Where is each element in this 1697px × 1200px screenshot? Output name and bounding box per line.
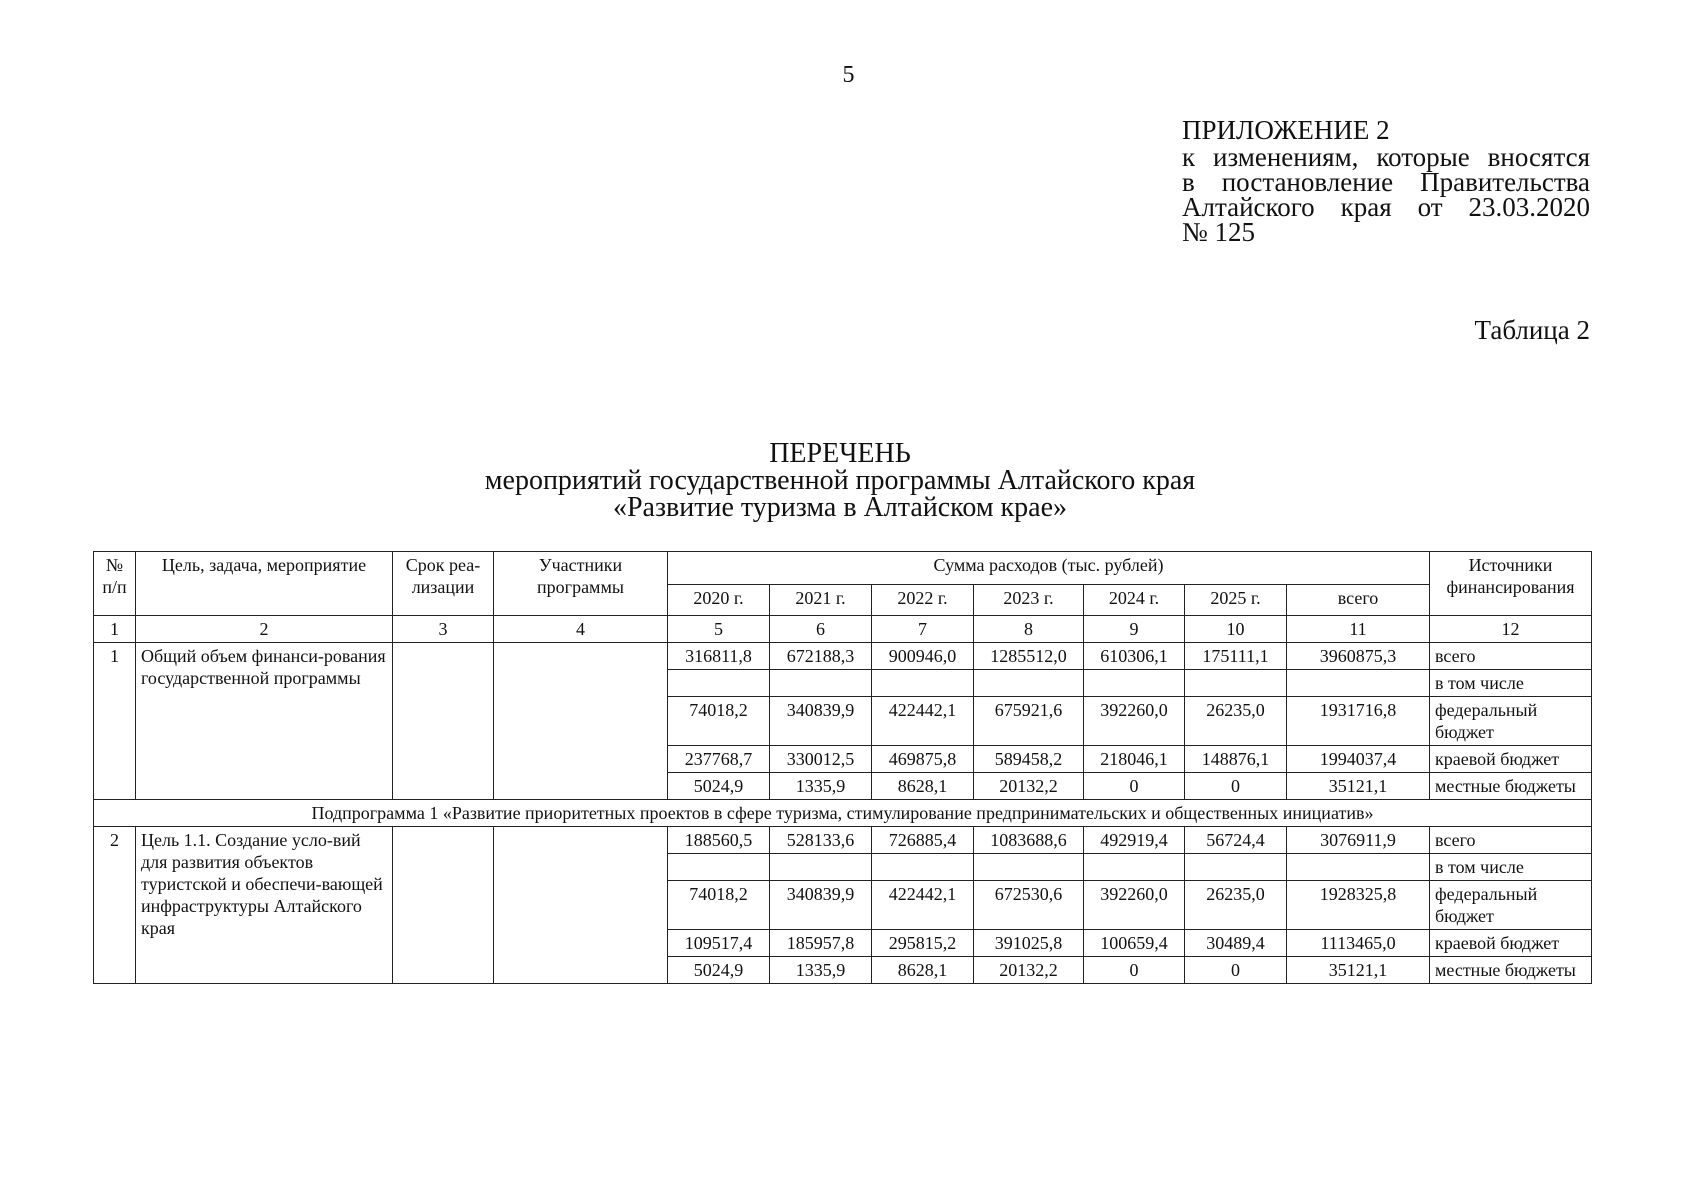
table-label: Таблица 2 [1474,315,1590,345]
subprogram-title: Подпрограмма 1 «Развитие приоритетных проектов в сфере туризма, стимулирование предпринимательских и общественных инициатив» [94,800,1592,827]
header-year: 2024 г. [1084,585,1185,616]
header-year: 2025 г. [1185,585,1287,616]
header-expenses: Сумма расходов (тыс. рублей) [668,552,1430,585]
source-cell: в том числе [1430,854,1592,881]
source-cell: федеральный бюджет [1430,697,1592,746]
amount-cell: 392260,0 [1084,881,1185,930]
amount-cell: 20132,2 [974,773,1084,800]
amount-cell [668,854,770,881]
appendix-line-3: Алтайского края от 23.03.2020 [1182,192,1590,222]
table-row [94,827,1592,854]
amount-cell: 295815,2 [872,930,974,957]
amount-cell [1287,854,1430,881]
source-cell: местные бюджеты [1430,957,1592,984]
header-participants: Участники программы [494,552,668,616]
header-sources: Источники финансирования [1430,552,1592,616]
column-number: 10 [1185,616,1287,643]
column-number: 1 [94,616,136,643]
amount-cell: 0 [1185,773,1287,800]
amount-cell: 469875,8 [872,746,974,773]
source-cell: всего [1430,643,1592,670]
page-number: 5 [842,62,855,88]
amount-cell [1287,670,1430,697]
amount-cell [1185,854,1287,881]
amount-cell: 1113465,0 [1287,930,1430,957]
column-number: 2 [136,616,393,643]
amount-cell [1084,854,1185,881]
source-cell: федеральный бюджет [1430,881,1592,930]
source-cell: всего [1430,827,1592,854]
participants-cell [494,643,668,800]
amount-cell: 672530,6 [974,881,1084,930]
source-cell: в том числе [1430,670,1592,697]
amount-cell: 1928325,8 [1287,881,1430,930]
appendix-line-4: № 125 [1182,217,1256,247]
column-number: 9 [1084,616,1185,643]
amount-cell: 148876,1 [1185,746,1287,773]
amount-cell [974,854,1084,881]
amount-cell: 100659,4 [1084,930,1185,957]
amount-cell: 422442,1 [872,697,974,746]
source-cell: краевой бюджет [1430,930,1592,957]
document-heading [300,440,1380,521]
amount-cell: 56724,4 [1185,827,1287,854]
column-number: 3 [393,616,494,643]
amount-cell: 0 [1084,773,1185,800]
amount-cell: 672188,3 [770,643,872,670]
amount-cell [1185,670,1287,697]
amount-cell: 175111,1 [1185,643,1287,670]
source-cell: местные бюджеты [1430,773,1592,800]
amount-cell [1084,670,1185,697]
amount-cell: 900946,0 [872,643,974,670]
column-number: 5 [668,616,770,643]
amount-cell: 26235,0 [1185,881,1287,930]
amount-cell [872,670,974,697]
amount-cell: 74018,2 [668,697,770,746]
amount-cell: 316811,8 [668,643,770,670]
amount-cell: 3076911,9 [1287,827,1430,854]
column-number: 7 [872,616,974,643]
goal-cell: Общий объем финанси-рования государственной программы [136,643,393,800]
amount-cell: 35121,1 [1287,773,1430,800]
header-no: № п/п [94,552,136,616]
amount-cell: 1285512,0 [974,643,1084,670]
table-row [94,643,1592,670]
amount-cell: 422442,1 [872,881,974,930]
amount-cell [770,670,872,697]
amount-cell [974,670,1084,697]
heading-line-3: «Развитие туризма в Алтайском крае» [612,492,1068,523]
appendix-line-1: к изменениям, которые вносятся [1182,142,1590,172]
measures-table [93,551,1592,984]
appendix-title: ПРИЛОЖЕНИЕ 2 [1182,115,1390,145]
amount-cell: 610306,1 [1084,643,1185,670]
source-cell: краевой бюджет [1430,746,1592,773]
amount-cell: 726885,4 [872,827,974,854]
amount-cell: 589458,2 [974,746,1084,773]
header-year: 2022 г. [872,585,974,616]
header-total: всего [1287,585,1430,616]
amount-cell: 528133,6 [770,827,872,854]
column-number: 12 [1430,616,1592,643]
amount-cell: 8628,1 [872,957,974,984]
amount-cell: 26235,0 [1185,697,1287,746]
amount-cell: 492919,4 [1084,827,1185,854]
header-year: 2021 г. [770,585,872,616]
amount-cell: 188560,5 [668,827,770,854]
header-goal: Цель, задача, мероприятие [136,552,393,616]
amount-cell: 1335,9 [770,957,872,984]
amount-cell: 0 [1185,957,1287,984]
amount-cell: 5024,9 [668,957,770,984]
amount-cell: 392260,0 [1084,697,1185,746]
header-year: 2020 г. [668,585,770,616]
amount-cell: 237768,7 [668,746,770,773]
amount-cell: 5024,9 [668,773,770,800]
amount-cell: 3960875,3 [1287,643,1430,670]
row-number-cell: 1 [94,643,136,800]
amount-cell: 1931716,8 [1287,697,1430,746]
amount-cell: 109517,4 [668,930,770,957]
amount-cell: 1083688,6 [974,827,1084,854]
amount-cell: 391025,8 [974,930,1084,957]
amount-cell: 30489,4 [1185,930,1287,957]
amount-cell: 35121,1 [1287,957,1430,984]
appendix-block [1182,115,1590,247]
header-term: Срок реа-лизации [393,552,494,616]
amount-cell: 0 [1084,957,1185,984]
column-number: 4 [494,616,668,643]
amount-cell: 340839,9 [770,697,872,746]
amount-cell: 74018,2 [668,881,770,930]
term-cell [393,643,494,800]
amount-cell: 340839,9 [770,881,872,930]
amount-cell [770,854,872,881]
amount-cell: 675921,6 [974,697,1084,746]
term-cell [393,827,494,984]
column-number: 6 [770,616,872,643]
amount-cell: 330012,5 [770,746,872,773]
amount-cell: 1335,9 [770,773,872,800]
participants-cell [494,827,668,984]
amount-cell [668,670,770,697]
heading-line-2: мероприятий государственной программы Алтайского края [484,465,1196,496]
column-number: 11 [1287,616,1430,643]
amount-cell: 218046,1 [1084,746,1185,773]
header-year: 2023 г. [974,585,1084,616]
amount-cell: 185957,8 [770,930,872,957]
subprogram-row [94,800,1592,827]
goal-cell: Цель 1.1. Создание усло-вий для развития объектов туристской и обеспечи-вающей инфраструктуры Алтайского края [136,827,393,984]
amount-cell [872,854,974,881]
amount-cell: 1994037,4 [1287,746,1430,773]
amount-cell: 8628,1 [872,773,974,800]
appendix-line-2: в постановление Правительства [1182,167,1590,197]
row-number-cell: 2 [94,827,136,984]
column-number: 8 [974,616,1084,643]
table-body [94,643,1592,984]
amount-cell: 20132,2 [974,957,1084,984]
heading-line-1: ПЕРЕЧЕНЬ [769,438,911,469]
